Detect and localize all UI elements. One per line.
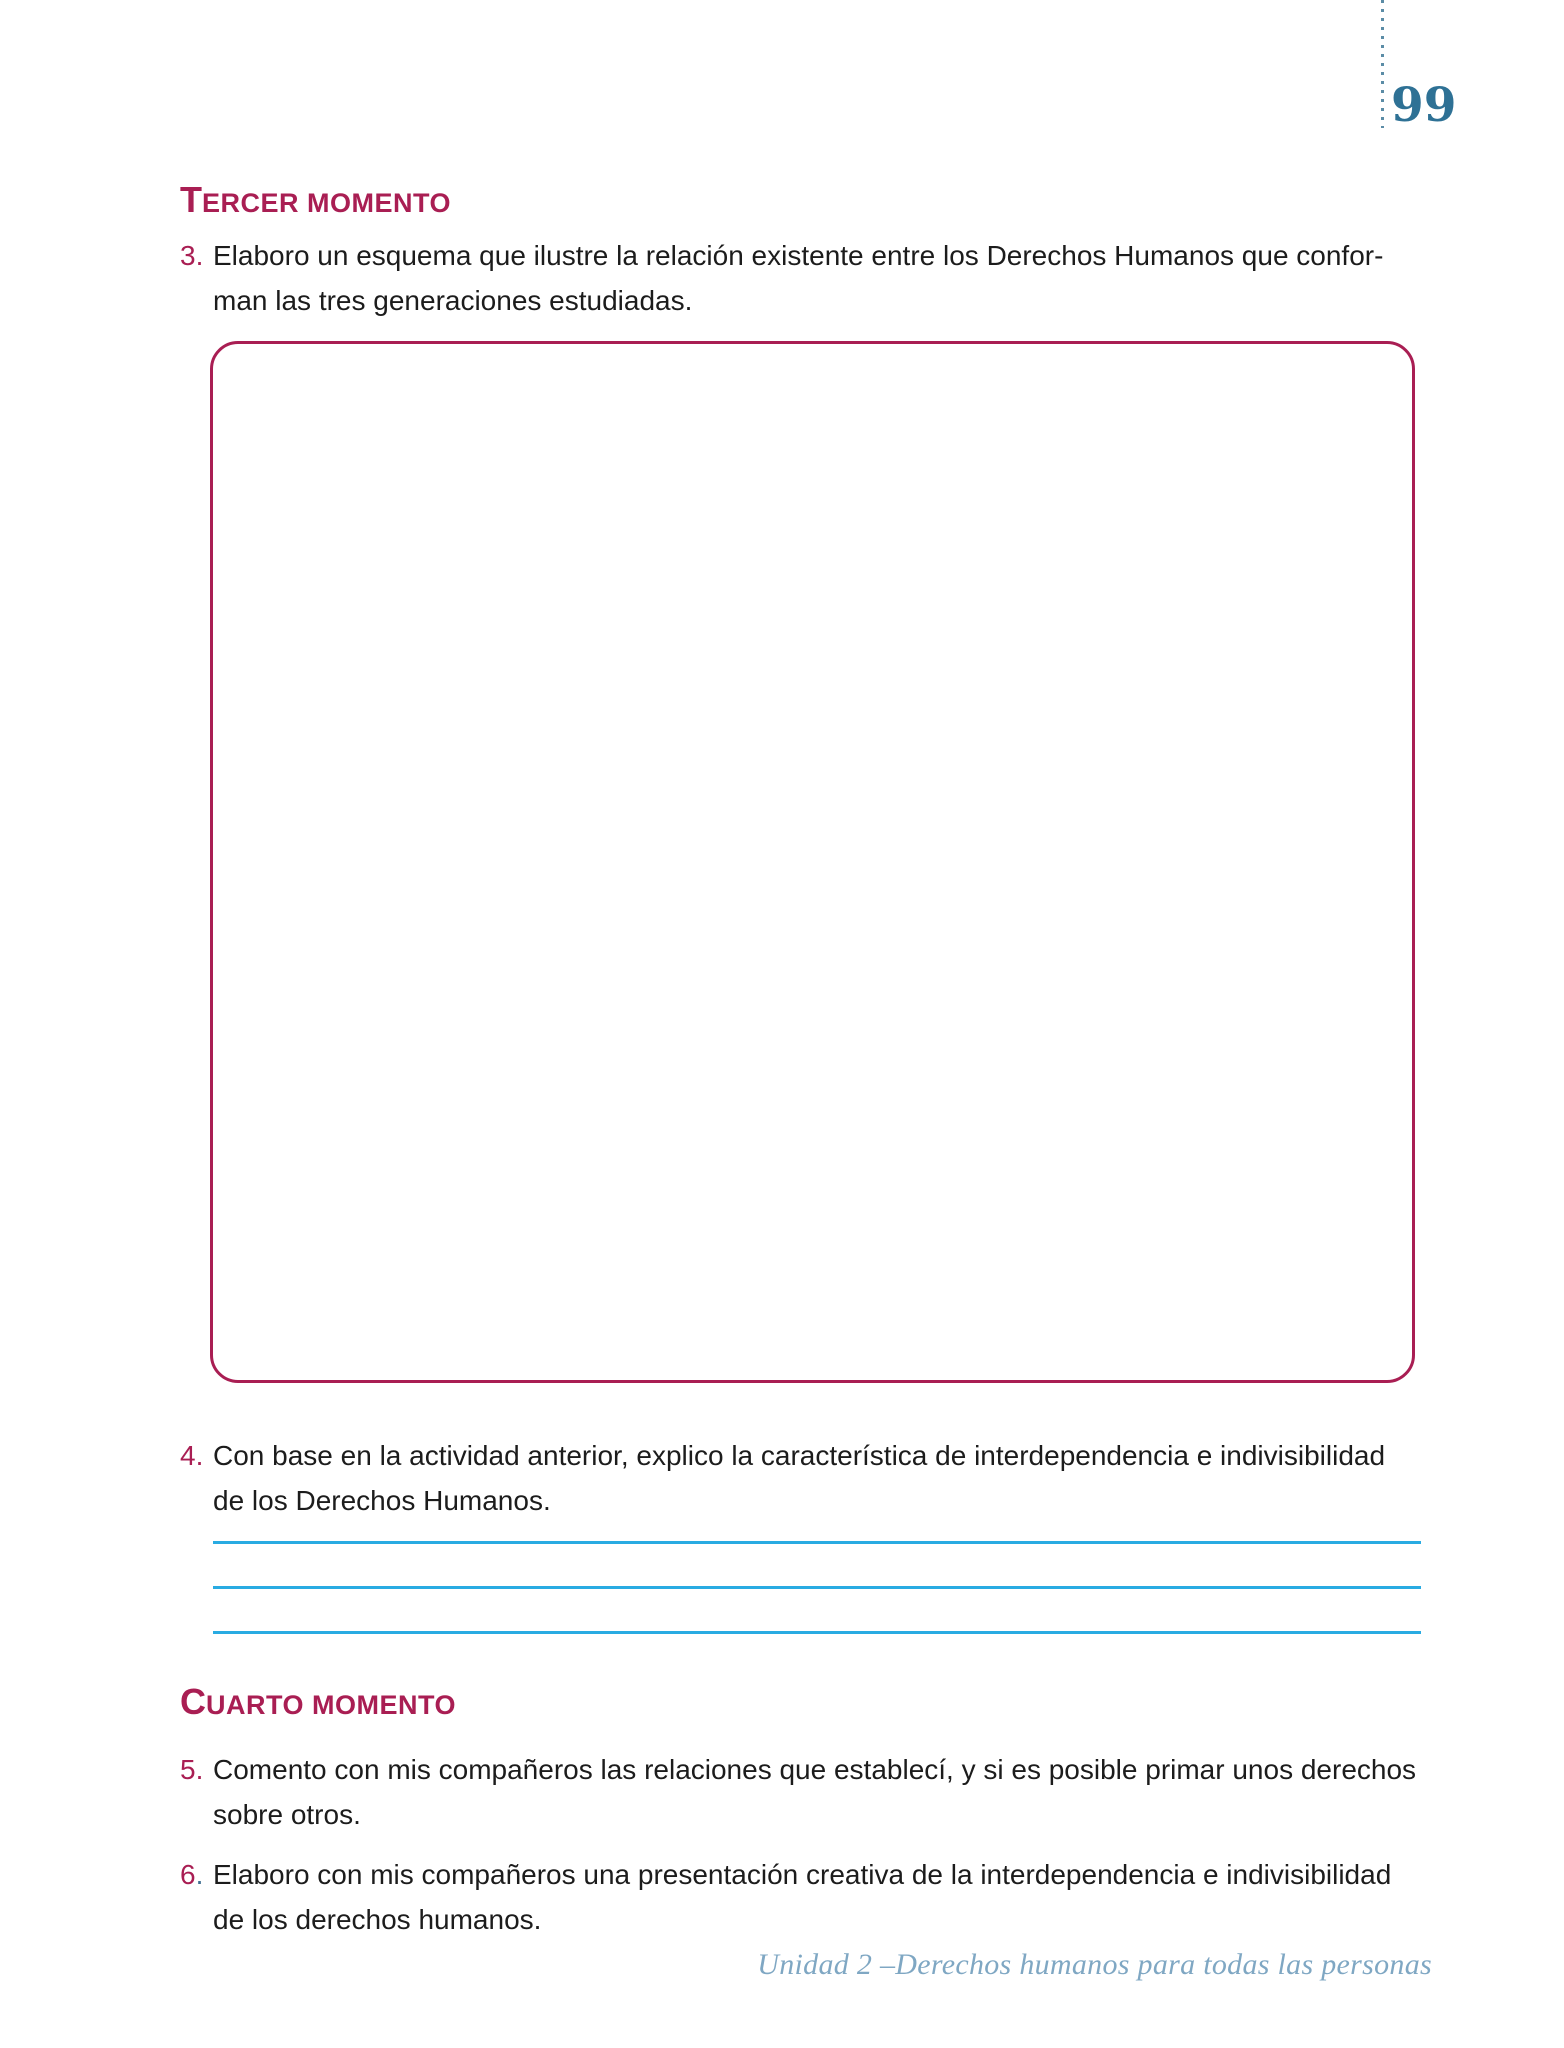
item-text-line: de los derechos humanos.	[213, 1904, 542, 1935]
heading-text: ERCER MOMENTO	[202, 188, 452, 218]
item-number: 5.	[180, 1754, 204, 1785]
section-heading-cuarto-momento	[180, 1681, 457, 1728]
item-text-line: Comento con mis compañeros las relaciones que establecí, y si es posible primar unos derechos	[213, 1754, 1417, 1785]
item-text-line: de los Derechos Humanos.	[213, 1485, 551, 1516]
activity-item-5	[180, 1747, 1416, 1837]
heading-text: UARTO MOMENTO	[206, 1690, 457, 1720]
item-text-line: Con base en la actividad anterior, explico la característica de interdependencia e indivisibilidad	[213, 1440, 1386, 1471]
section-heading-tercer-momento	[180, 179, 452, 226]
item-text	[213, 1433, 1385, 1523]
item-text-line: Elaboro con mis compañeros una presentación creativa de la interdependencia e indivisibilidad	[213, 1859, 1392, 1890]
item-number: 4.	[180, 1440, 204, 1471]
page-number: 99	[1391, 78, 1457, 133]
item-text	[213, 1852, 1391, 1942]
item-number: 3.	[180, 240, 204, 271]
item-number-digit: 6	[180, 1859, 196, 1890]
activity-item-4	[180, 1433, 1385, 1523]
answer-line	[213, 1631, 1421, 1634]
activity-item-6	[180, 1852, 1391, 1942]
heading-initial-letter: C	[180, 1681, 206, 1722]
item-text-line: Elaboro un esquema que ilustre la relación existente entre los Derechos Humanos que confor-	[213, 240, 1384, 271]
answer-line	[213, 1586, 1421, 1589]
answer-line	[213, 1541, 1421, 1544]
page-footer: Unidad 2 –Derechos humanos para todas las personas	[757, 1948, 1432, 1981]
item-text	[213, 1747, 1416, 1837]
item-text	[213, 233, 1383, 323]
item-number-dot: .	[195, 1859, 204, 1890]
header-dotted-rule	[1381, 0, 1384, 128]
item-text-line: sobre otros.	[213, 1799, 361, 1830]
heading-initial-letter: T	[180, 179, 202, 220]
item-number	[180, 1852, 213, 1942]
item-text-line: man las tres generaciones estudiadas.	[213, 285, 693, 316]
activity-item-3	[180, 233, 1383, 323]
drawing-box	[210, 341, 1415, 1383]
